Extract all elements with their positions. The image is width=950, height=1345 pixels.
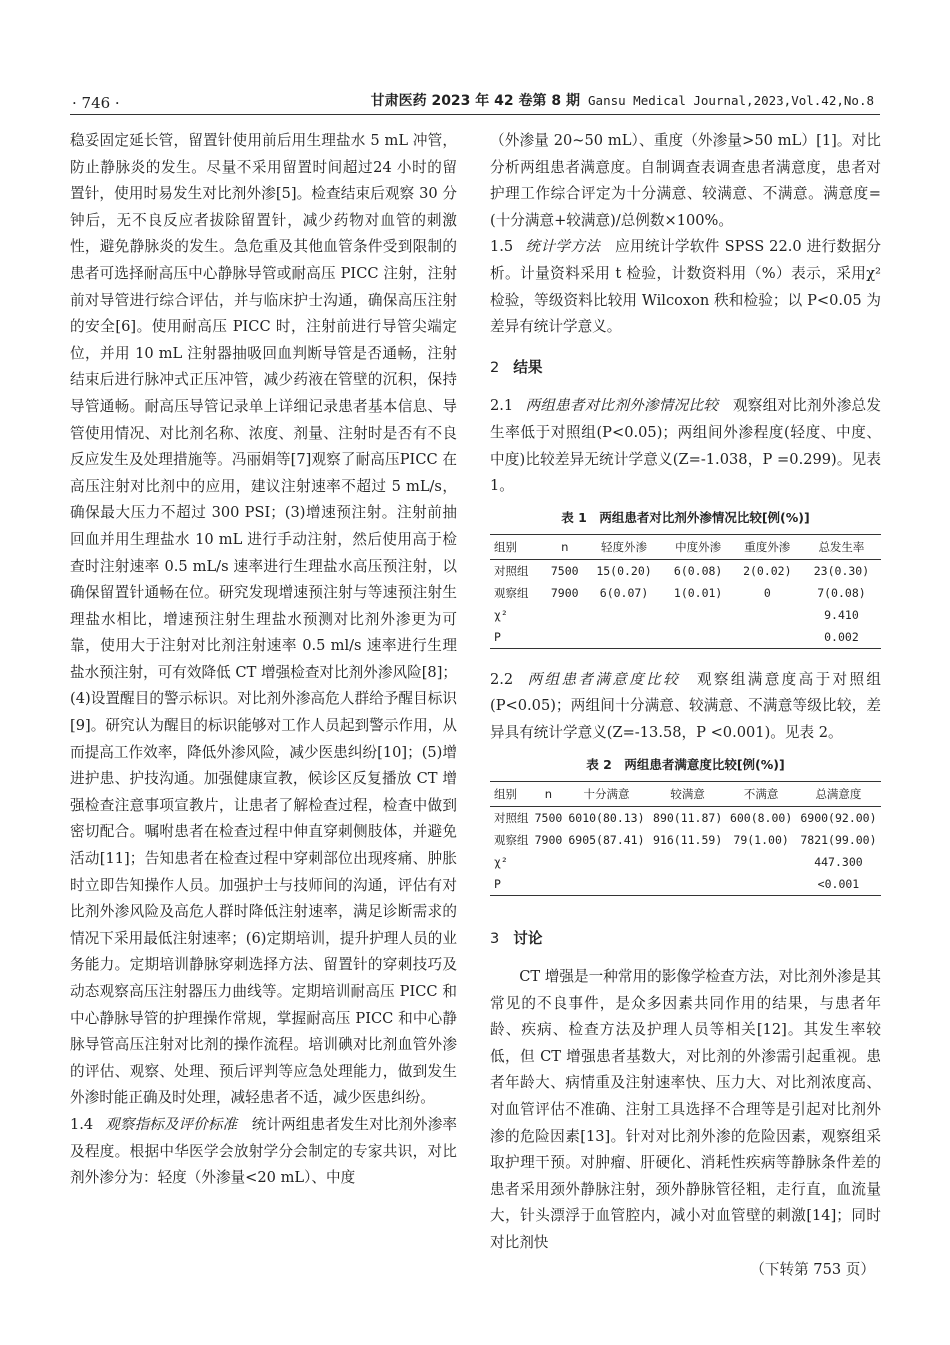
table-cell: 79(1.00) — [733, 832, 789, 847]
table-cell: 7500 — [534, 810, 563, 825]
table-1-caption: 表 1 两组患者对比剂外渗情况比较[例(%)] — [561, 509, 810, 525]
table-cell: 观察组 — [494, 832, 529, 847]
table-cell — [726, 873, 796, 896]
section-3-heading — [490, 926, 881, 953]
table-row — [490, 604, 881, 626]
right-column — [490, 128, 881, 1283]
table-cell — [726, 851, 796, 873]
table-cell — [649, 873, 726, 896]
discussion-paragraph: CT 增强是一种常用的影像学检查方法，对比剂外渗是其常见的不良事件，是众多因素共同作用的结果，与患者年龄、疾病、检查方法及护理人员等相关[12]。其发生率较低，但 CT 增强患者基数大，对比剂的外渗需引起重视。患者年龄大、病情重及注射速率快、压力大、对比剂浓度高、对血管评估不准确、注射工具选择不合理等是引起对比剂外渗的危险因素[13]。针对对比剂外渗的危险因素，观察组采取护理干预。对肿瘤、肝硬化、消耗性疾病等静脉条件差的患者采用颈外静脉注射，颈外静脉管径粗，走行直，血流量大，针头漂浮于血管腔内，减小对血管壁的刺激[14]；同时对比剂快 — [490, 968, 881, 1252]
journal-info — [371, 90, 874, 110]
table-cell: 6905(87.41) — [568, 832, 645, 847]
section-2-1-title: 两组患者对比剂外渗情况比较 — [525, 397, 719, 415]
table-cell: 7500 — [550, 563, 579, 578]
table-header-cell: 总发生率 — [818, 539, 865, 554]
left-column — [70, 128, 457, 1192]
continued-paragraph: （外渗量 20~50 mL）、重度（外渗量>50 mL）[1]。对比分析两组患者满意度。自制调查表调查患者满意度，患者对护理工作综合评定为十分满意、较满意、不满意。满意度=(十分满意+较满意)/总例数×100%。 — [490, 132, 881, 229]
table-cell: 6900(92.00) — [800, 810, 877, 825]
table-cell: 447.300 — [814, 854, 863, 869]
section-2-2 — [490, 667, 881, 747]
table-row — [490, 829, 881, 851]
section-1-5-title: 统计学方法 — [525, 238, 601, 256]
table-cell — [664, 604, 733, 626]
table-cell — [545, 604, 585, 626]
section-2-number: 2 — [490, 358, 500, 376]
section-3-number: 3 — [490, 929, 500, 947]
table-cell: 600(8.00) — [729, 810, 793, 825]
section-2-1-number: 2.1 — [490, 397, 514, 415]
table-header-cell: 不满意 — [743, 786, 779, 801]
table-header-cell: 组别 — [494, 786, 517, 801]
table-row — [490, 873, 881, 896]
running-header — [70, 88, 880, 115]
table-row — [490, 559, 881, 582]
journal-title-cn: 甘肃医药 2023 年 42 卷第 8 期 — [370, 93, 581, 109]
table-header-cell: n — [561, 539, 569, 554]
table-2-caption: 表 2 两组患者满意度比较[例(%)] — [586, 756, 785, 772]
table-cell — [545, 626, 585, 649]
section-3-title: 讨论 — [513, 929, 543, 947]
table-cell — [533, 873, 564, 896]
table-cell — [584, 626, 663, 649]
table-cell: 6(0.07) — [599, 585, 649, 600]
table-row — [490, 582, 881, 604]
table-header-cell: 轻度外渗 — [601, 539, 648, 554]
journal-title-en: Gansu Medical Journal,2023,Vol.42,No.8 — [588, 93, 874, 108]
table-cell: <0.001 — [817, 876, 860, 891]
table-cell — [533, 851, 564, 873]
table-cell: 890(11.87) — [653, 810, 723, 825]
section-2-1 — [490, 393, 881, 499]
table-cell — [664, 626, 733, 649]
left-paragraph: 稳妥固定延长管，留置针使用前后用生理盐水 5 mL 冲管，防止静脉炎的发生。尽量不采用留置时间超过24 小时的留置针，使用时易发生对比剂外渗[5]。检查结束后观察 30 分钟后，无不良反应者拔除留置针，减少药物对血管的刺激性，避免静脉炎的发生。急危重及其他血管条件受到限制的患者可选择耐高压中心静脉导管或耐高压 PICC 注射，注射前对导管进行综合评估，并与临床护士沟通，确保高压注射的安全[6]。使用耐高压 PICC 时，注射前进行导管尖端定位，并用 10 mL 注射器抽吸回血判断导管是否通畅，注射结束后进行脉冲式正压冲管，减少药液在管壁的沉积，保持导管通畅。耐高压导管记录单上详细记录患者基本信息、导管使用情况、对比剂名称、浓度、剂量、注射时是否有不良反应发生及处理措施等。冯丽娟等[7]观察了耐高压PICC 在高压注射对比剂中的应用，建议注射速率不超过 5 mL/s，确保最大压力不超过 300 PSI；(3)增速预注射。注射前抽回血并用生理盐水 10 mL 进行手动注射，然后使用高于检查时注射速率 0.5 mL/s 速率进行生理盐水高压预注射，以确保留置针通畅在位。研究发现增速预注射与等速预注射生理盐水相比，增速预注射生理盐水预测对比剂外渗更为可靠，使用大于注射对比剂注射速率 0.5 ml/s 速率进行生理盐水预注射，可有效降低 CT 增强检查对比剂外渗风险[8]；(4)设置醒目的警示标识。对比剂外渗高危人群给予醒目标识[9]。研究认为醒目的标识能够对工作人员起到警示作用，从而提高工作效率，降低外渗风险，减少医患纠纷[10]；(5)增进护患、护技沟通。加强健康宣教，候诊区反复播放 CT 增强检查注意事项宣教片，让患者了解检查过程，检查中做到密切配合。嘱咐患者在检查过程中伸直穿刺侧肢体，并避免活动[11]；告知患者在检查过程中穿刺部位出现疼痛、肿胀时立即告知操作人员。加强护士与技师间的沟通，评估有对比剂外渗风险及高危人群时降低注射速率，满足诊断需求的情况下采用最低注射速率；(6)定期培训，提升护理人员的业务能力。定期培训静脉穿刺选择方法、留置针的穿刺技巧及动态观察高压注射器压力曲线等。定期培训耐高压 PICC 和中心静脉导管的护理操作常规，掌握耐高压 PICC 和中心静脉导管高压注射对比剂的操作流程。培训碘对比剂血管外渗的评估、观察、处理、预后评判等应急处理能力，做到发生外渗时能正确及时处理，减轻患者不适，减少医患纠纷。 — [70, 132, 457, 1107]
page-number: · 746 · — [72, 94, 120, 112]
section-2-title: 结果 — [513, 358, 543, 376]
table-header-cell: 中度外渗 — [675, 539, 722, 554]
table-cell: 6(0.08) — [673, 563, 723, 578]
table-cell: 7821(99.00) — [800, 832, 877, 847]
table-cell — [733, 604, 802, 626]
table-cell — [584, 604, 663, 626]
table-header-cell: 十分满意 — [583, 786, 630, 801]
table-cell: χ² — [494, 607, 508, 622]
table-header-cell: n — [544, 786, 553, 801]
table-header-cell: 组别 — [494, 539, 517, 554]
table-cell — [733, 626, 802, 649]
table-cell: 916(11.59) — [653, 832, 723, 847]
section-1-4-title: 观察指标及评价标准 — [105, 1115, 238, 1133]
table-1 — [490, 534, 881, 649]
table-cell — [564, 873, 649, 896]
section-1-5-number: 1.5 — [490, 238, 514, 256]
table-1-header-row — [490, 534, 881, 559]
section-2-2-text: 观察组满意度高于对照组(P<0.05)；两组间十分满意、较满意、不满意等级比较，差异具有统计学意义(Z=-13.58，P <0.001)。见表 2。 — [490, 670, 881, 741]
table-cell: P — [494, 876, 501, 891]
table-2 — [490, 781, 881, 896]
table-row — [490, 806, 881, 829]
table-cell: χ² — [494, 854, 508, 869]
table-cell: 6010(80.13) — [568, 810, 645, 825]
table-cell: 1(0.01) — [673, 585, 723, 600]
table-cell: 对照组 — [494, 810, 529, 825]
section-1-4 — [70, 1112, 457, 1192]
table-cell: 9.410 — [824, 607, 859, 622]
table-row — [490, 851, 881, 873]
table-header-cell: 重度外渗 — [744, 539, 791, 554]
section-2-2-number: 2.2 — [490, 670, 514, 688]
table-cell: 对照组 — [494, 563, 529, 578]
table-cell: 2(0.02) — [743, 563, 792, 578]
section-1-5 — [490, 234, 881, 340]
table-cell: 23(0.30) — [813, 563, 870, 578]
table-cell: 观察组 — [494, 585, 529, 600]
table-2-header-row — [490, 781, 881, 806]
section-1-4-number: 1.4 — [70, 1115, 94, 1133]
continued-note: （下转第 753 页） — [750, 1260, 875, 1278]
section-2-2-title: 两组患者满意度比较 — [525, 670, 681, 688]
table-header-cell: 总满意度 — [815, 786, 862, 801]
section-1-4-text: 统计两组患者发生对比剂外渗率及程度。根据中华医学会放射学分会制定的专家共识，对比剂外渗分为：轻度（外渗量<20 mL）、中度 — [70, 1115, 457, 1187]
table-cell: 0.002 — [824, 629, 859, 644]
table-cell: 0 — [763, 585, 771, 600]
table-cell — [649, 851, 726, 873]
table-cell — [564, 851, 649, 873]
table-cell: 7900 — [534, 832, 563, 847]
table-row — [490, 626, 881, 649]
table-cell: P — [494, 629, 501, 644]
section-2-heading — [490, 355, 881, 382]
section-2-1-text: 观察组对比剂外渗总发生率低于对照组(P<0.05)；两组间外渗程度(轻度、中度、中度)比较差异无统计学意义(Z=-1.038，P =0.299)。见表 1。 — [490, 397, 881, 495]
table-cell: 7(0.08) — [817, 585, 866, 600]
table-cell: 7900 — [550, 585, 579, 600]
table-cell: 15(0.20) — [596, 563, 652, 578]
section-1-5-text: 应用统计学软件 SPSS 22.0 进行数据分析。计量资料采用 t 检验，计数资料用（%）表示，采用χ² 检验，等级资料比较用 Wilcoxon 秩和检验；以 P<0.05 为差异有统计学意义。 — [490, 238, 881, 336]
table-header-cell: 较满意 — [670, 786, 705, 801]
